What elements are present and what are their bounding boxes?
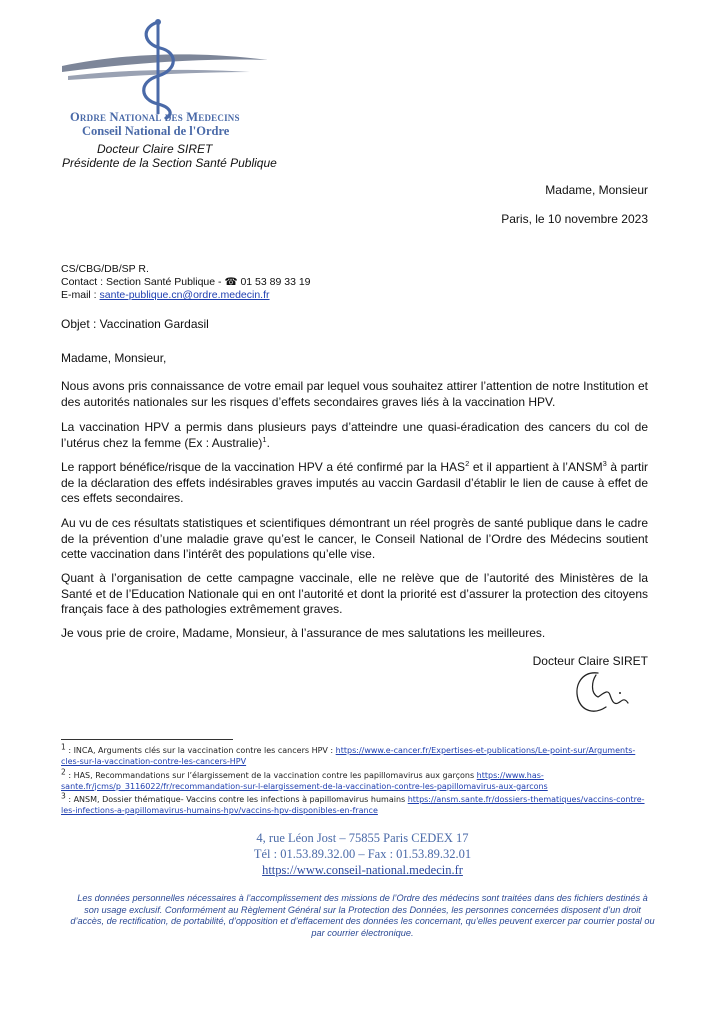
footnote-2-link[interactable]: https://www.has-sante.fr/jcms/p_3116022/fr/recommandation-sur-l-elargissement-de-la-vaccination-contre-les-papillomavirus-aux-garcons — [61, 771, 548, 791]
sender-name: Docteur Claire SIRET — [97, 142, 213, 156]
website-line — [0, 863, 725, 878]
org-subtitle: Conseil National de l'Ordre — [82, 124, 230, 138]
email-link[interactable]: sante-publique.cn@ordre.medecin.fr — [99, 289, 270, 301]
footnote-1 — [61, 742, 651, 767]
footnote-3-text: : ANSM, Dossier thématique- Vaccins contre les infections à papillomavirus humains — [65, 795, 408, 804]
email-label: E-mail : — [61, 289, 100, 301]
phone-icon: ☎ — [224, 276, 238, 288]
contact-phone: 01 53 89 33 19 — [240, 276, 311, 288]
paragraph-4: Au vu de ces résultats statistiques et scientifiques démontrant un réel progrès de santé publique dans le cadre de la prévention d’une maladie grave qu’est le cancer, le Conseil National de l’Ordre des Médecins soutient cette vaccination dans l’intérêt des populations qu’elle vise. — [61, 516, 648, 561]
footnote-separator — [61, 739, 233, 740]
footnote-3-link[interactable]: https://ansm.sante.fr/dossiers-thematiques/vaccins-contre-les-infections-a-papillomavirus-humains-hpv/vaccins-hpv-disponibles-en-france — [61, 795, 645, 815]
salutation: Madame, Monsieur, — [61, 351, 167, 365]
footnote-3-number: 3 — [61, 791, 66, 801]
footnote-1-number: 1 — [61, 742, 66, 752]
paragraph-1: Nous avons pris connaissance de votre email par lequel vous souhaitez attirer l’attention de notre Institution et des autorités nationales sur les risques d’effets secondaires graves liés à la vaccination HPV. — [61, 379, 648, 409]
website-link[interactable]: https://www.conseil-national.medecin.fr — [262, 863, 463, 877]
subject: Objet : Vaccination Gardasil — [61, 317, 209, 331]
recipient: Madame, Monsieur — [545, 183, 648, 197]
paragraph-3-text-b: et il appartient à l’ANSM — [469, 460, 603, 474]
footnote-1-link[interactable]: https://www.e-cancer.fr/Expertises-et-publications/Le-point-sur/Arguments-cles-sur-la-vaccination-contre-les-cancers-HPV — [61, 746, 636, 766]
paragraph-3 — [61, 460, 648, 507]
footnote-ref-3[interactable]: 3 — [602, 459, 607, 468]
paragraph-3-text-a: Le rapport bénéfice/risque de la vaccination HPV a été confirmé par la HAS — [61, 460, 466, 474]
sender-title: Présidente de la Section Santé Publique — [62, 156, 277, 170]
footnote-2 — [61, 767, 651, 792]
paragraph-2 — [61, 420, 648, 451]
date-line: Paris, le 10 novembre 2023 — [501, 212, 648, 226]
email-line — [61, 289, 270, 302]
footnote-ref-1[interactable]: 1 — [262, 434, 267, 444]
paragraph-2-end: . — [266, 435, 270, 450]
paragraph-5: Quant à l’organisation de cette campagne vaccinale, elle ne relève que de l’autorité des Ministères de la Santé et de l’Education Nationale qui en ont l’autorité et dont la priorité est d’assurer la protection des citoyens français face à des pathologies extrêmement graves. — [61, 571, 648, 616]
ordre-medecins-logo — [60, 14, 270, 122]
address-line-2: Tél : 01.53.89.32.00 – Fax : 01.53.89.32.01 — [253, 847, 472, 861]
privacy-notice: Les données personnelles nécessaires à l’accomplissement des missions de l’Ordre des médecins sont traitées dans des fichiers destinés à son usage exclusif. Conformément au Règlement Général sur la Protection des Données, les personnes concernées disposent d’un droit d’accès, de rectification, de portabilité, d’opposition et d’effacement des données les concernant, qu’elles peuvent exercer par courrier postal ou par courrier électronique. — [70, 893, 655, 938]
paragraph-6: Je vous prie de croire, Madame, Monsieur, à l’assurance de mes salutations les meilleures. — [61, 626, 546, 640]
footnote-ref-2[interactable]: 2 — [465, 459, 470, 468]
contact-line — [61, 276, 311, 289]
footnote-2-number: 2 — [61, 767, 66, 777]
org-name-text: Ordre National des Medecins — [70, 110, 240, 124]
reference: CS/CBG/DB/SP R. — [61, 263, 149, 275]
footnote-1-text: : INCA, Arguments clés sur la vaccination contre les cancers HPV : — [65, 746, 336, 755]
contact-label: Contact : Section Santé Publique - — [61, 276, 225, 288]
org-name — [70, 111, 290, 124]
paragraph-3-text-c: à partir de la déclaration des effets indésirables graves imputés au vaccin Gardasil d’établir le lien de cause à effet de ces effets secondaires. — [61, 460, 649, 505]
paragraph-2-text: La vaccination HPV a permis dans plusieurs pays d’atteindre une quasi-éradication des cancers du col de l’utérus chez la femme (Ex : Australie) — [61, 420, 648, 450]
footnote-3 — [61, 791, 651, 816]
handwritten-signature — [568, 663, 638, 721]
address-line-1: 4, rue Léon Jost – 75855 Paris CEDEX 17 — [256, 831, 469, 845]
footnote-2-text: : HAS, Recommandations sur l’élargissement de la vaccination contre les papillomavirus aux garçons — [65, 771, 477, 780]
signature-name: Docteur Claire SIRET — [532, 654, 648, 668]
